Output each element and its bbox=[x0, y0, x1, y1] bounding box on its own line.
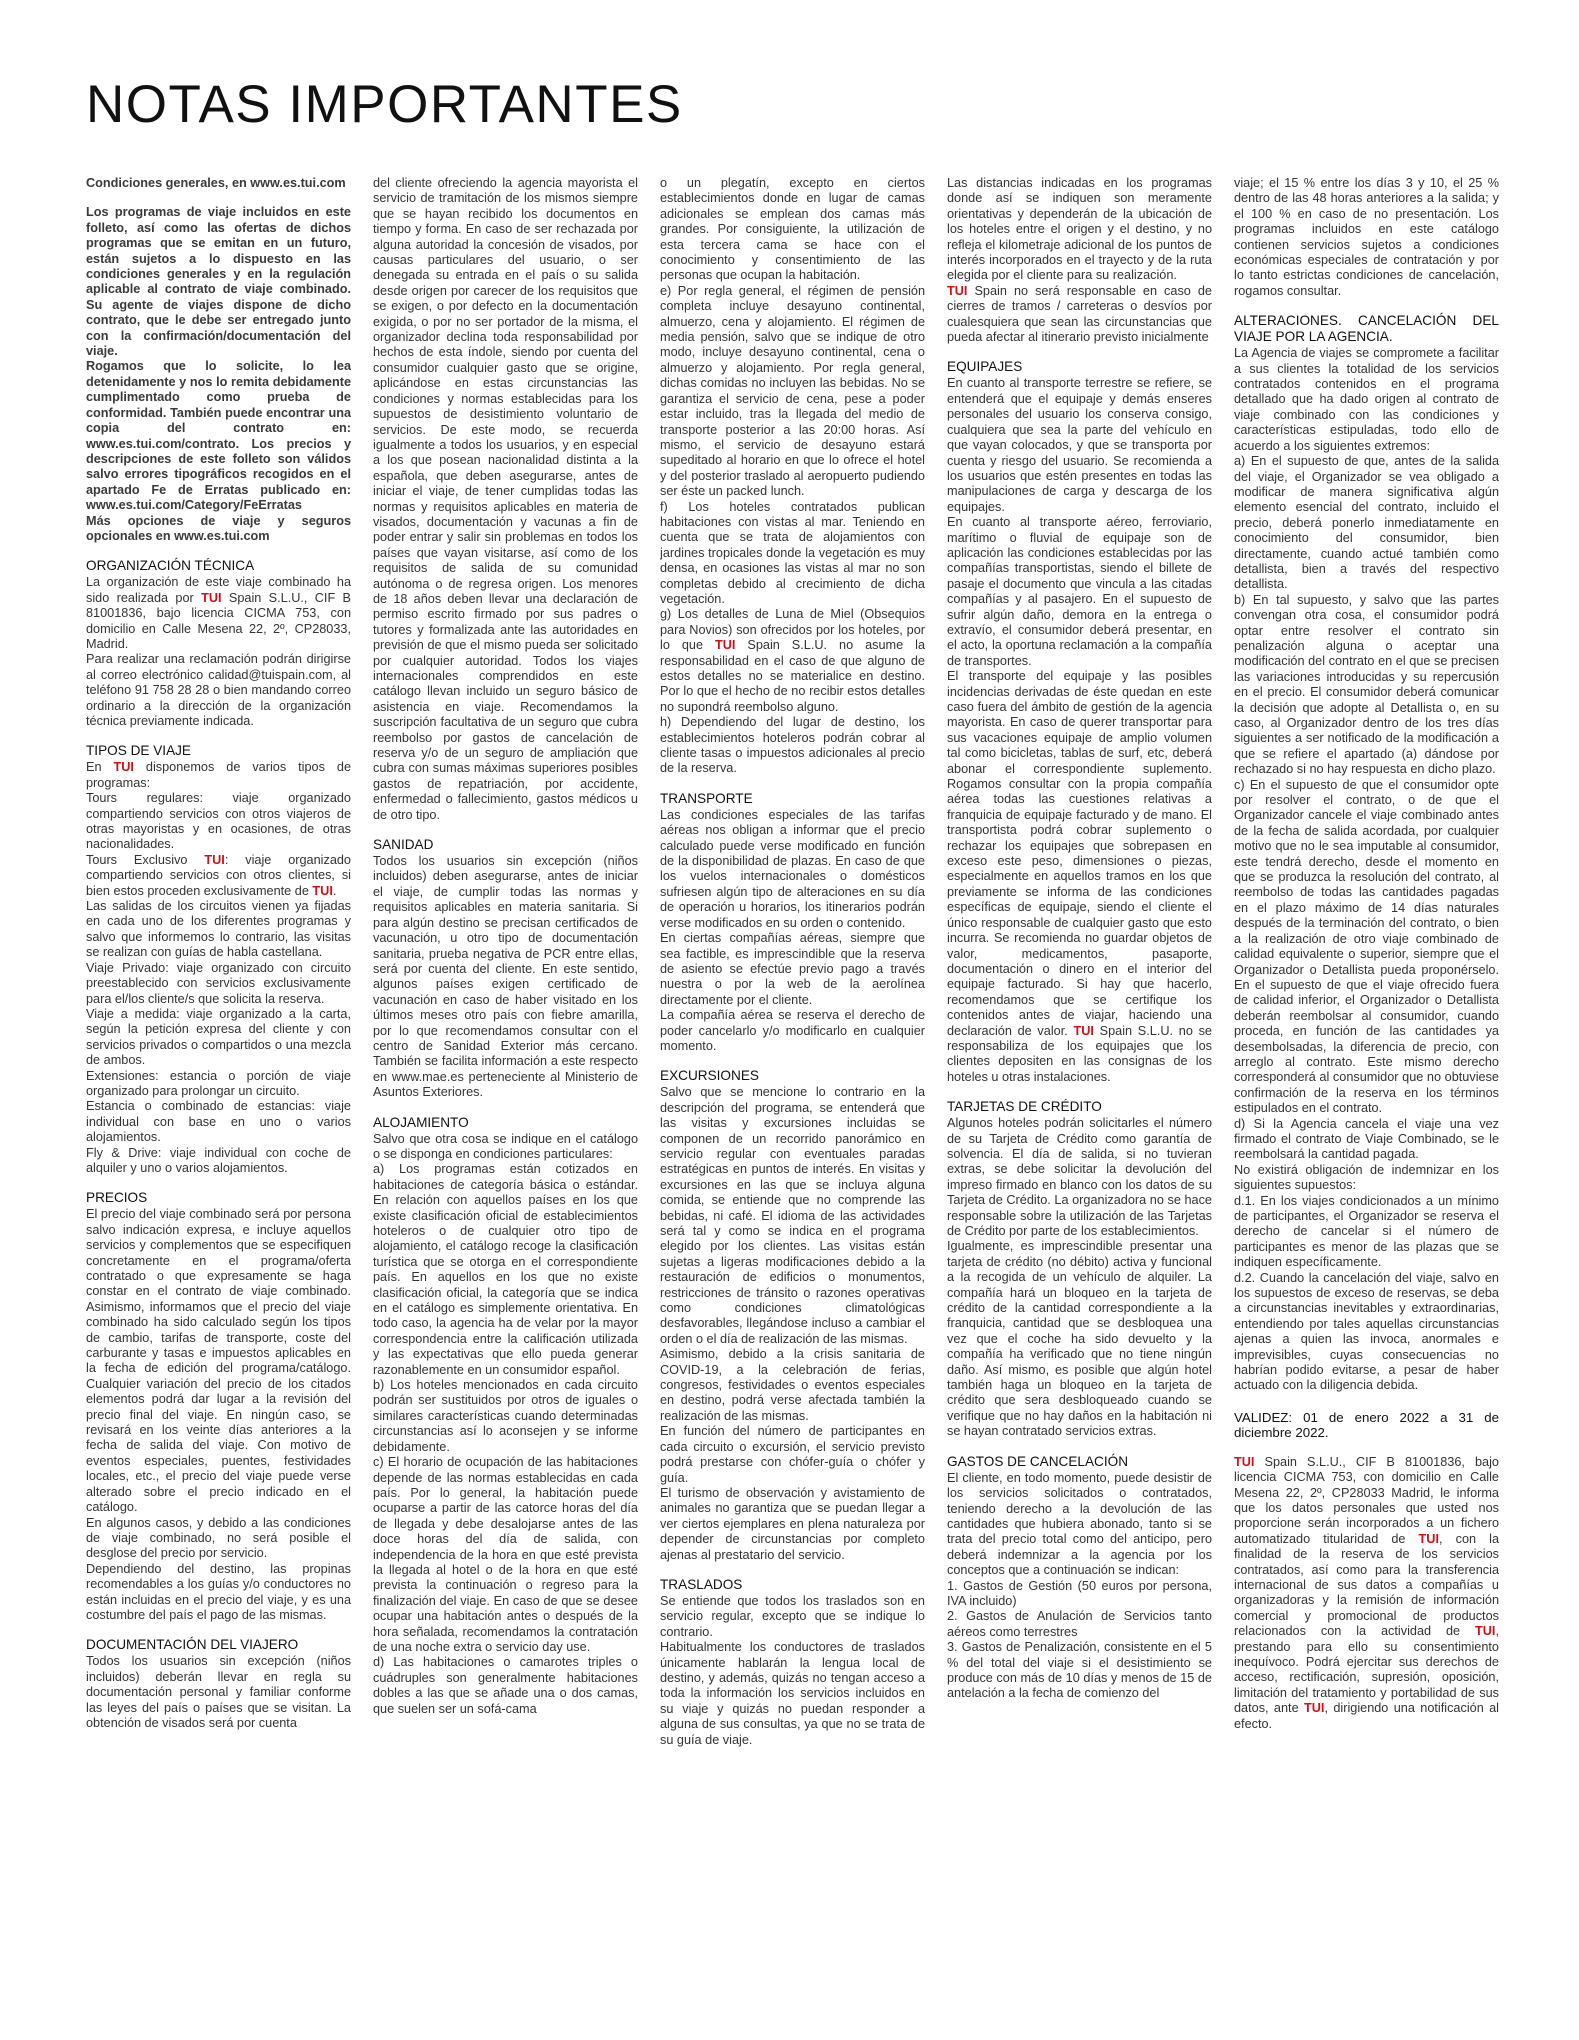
traslados-paragraph: Habitualmente los conductores de traslados únicamente hablarán la lengua local de destino, y además, quizás no tengan acceso a toda la información los servicios incluidos en su viaje y quizás no puedan responder a alguna de sus consultas, ya que no se trata de su guía de viaje. bbox=[660, 1640, 925, 1747]
conditions-link[interactable]: Condiciones generales, en www.es.tui.com bbox=[86, 176, 346, 190]
alojamiento-paragraph: f) Los hoteles contratados publican habitaciones con vistas al mar. Teniendo en cuenta que se trata de alojamientos con jardines tropicales donde la vegetación es muy densa, en ocasiones las vistas al mar no son completas debido al crecimiento de dicha vegetación. bbox=[660, 499, 925, 606]
documentacion-paragraph-end: del cliente ofreciendo la agencia mayorista el servicio de tramitación de los mismos siempre que se hayan recibido los documentos en tiempo y forma. En caso de ser rechazada por alguna autoridad la concesión de visados, por causas particulares del usuario, o ser denegada su entrada en el país o su salida desde origen por carecer de los requisitos que se exigen, o por defecto en la documentación exigida, o por no ser portador de la misma, el organizador declina toda responsabilidad por hechos de esta índole, siendo por cuenta del consumidor cualquier gasto que se origine, aplicándose en estas circunstancias las condiciones y normas establecidas para los supuestos de desistimiento voluntario de servicios. De este modo, se recuerda igualmente a todos los usuarios, y en especial a los que posean nacionalidad distinta a la española, que deben asegurarse, antes de iniciar el viaje, de tener cumplidas todas las normas y requisitos aplicables en materia de visados, documentación y vacunas a fin de poder entrar y salir sin problemas en todos los países que vayan visitarse, así como de los requisitos de salida de su comunidad autónoma o de regresa origen. Los menores de 18 años deben llevar una declaración de permiso escrito firmado por sus padres o tutores y formalizada ante las autoridades en previsión de que el mismo pueda ser solicitado por cualquier autoridad. Todos los viajes internacionales comprendidos en este catálogo llevan incluido un seguro básico de asistencia en viaje. Recomendamos la suscripción facultativa de un seguro que cubra reembolso por gastos de cancelación de reserva y/o de un seguro de ampliación que cubra con sumas máximas superiores posibles gastos de repatriación, por accidente, enfermedad o fallecimiento, gastos médicos u de otro tipo. bbox=[373, 176, 638, 822]
alojamiento-paragraph: h) Dependiendo del lugar de destino, los establecimientos hoteleros podrán cobrar al cliente tasas o impuestos adicionales al precio de la reserva. bbox=[660, 715, 925, 776]
intro-paragraph: Más opciones de viaje y seguros opcionales en www.es.tui.com bbox=[86, 513, 351, 543]
equipajes-section bbox=[947, 359, 1212, 1085]
section-heading: ORGANIZACIÓN TÉCNICA bbox=[86, 558, 255, 574]
excursiones-section bbox=[660, 1068, 925, 1563]
section-heading: TIPOS DE VIAJE bbox=[86, 743, 191, 759]
alteraciones-paragraph: c) En el supuesto de que el consumidor opte por resolver el contrato, o de que el Organizador cancele el viaje combinado antes de la fecha de salida acordada, por cualquier motivo que no le sea imputable al consumidor, este tendrá derecho, desde el momento en que se produzca la resolución del contrato, al reembolso de todas las cantidades pagadas en el plazo máximo de 14 días naturales después de la terminación del contrato, o bien a la realización de otro viaje combinado de calidad equivalente o superior, siempre que el Organizador o Detallista pueda proponérselo. En el supuesto de que el viaje ofrecido fuera de calidad inferior, el Organizador o Detallista deberán reembolsar al consumidor, cuando proceda, en función de las cantidades ya desembolsadas, la diferencia de precio, con arreglo al contrato. Este mismo derecho corresponderá al consumidor que no obtuviese confirmación de la reserva en los términos estipulados en el contrato. bbox=[1234, 777, 1499, 1116]
alojamiento-paragraph-start: d) Las habitaciones o camarotes triples o cuádruples son generalmente habitaciones dobles a las que se añade una o dos camas, que suelen ser un sofá-cama bbox=[373, 1655, 638, 1716]
alteraciones-section bbox=[1234, 313, 1499, 1394]
gastos-paragraph: 1. Gastos de Gestión (50 euros por persona, IVA incluido) bbox=[947, 1578, 1212, 1608]
distancias-paragraph: Las distancias indicadas en los programas donde así se indiquen son meramente orientativas y dependerán de la ubicación de los hoteles entre el origen y el destino, y no refleja el kilometraje adicional de los puntos de interés incorporados en el trayecto y de la ruta elegida por el cliente para su realización. bbox=[947, 176, 1212, 283]
alojamiento-section bbox=[373, 1115, 638, 1717]
gastos-section bbox=[947, 1454, 1212, 1702]
section-heading: ALTERACIONES. CANCELACIÓN DEL VIAJE POR LA AGENCIA. bbox=[1234, 313, 1499, 345]
traslados-section bbox=[660, 1577, 925, 1748]
section-heading: EXCURSIONES bbox=[660, 1068, 759, 1084]
alteraciones-paragraph: d.2. Cuando la cancelación del viaje, salvo en los supuestos de exceso de reservas, se deba a circunstancias inevitables y extraordinarias, entendiendo por tales aquellas circunstancias ajenas a quien las invoca, anormales e imprevisibles, cuyas consecuencias no habrían podido evitarse, a pesar de haber actuado con la diligencia debida. bbox=[1234, 1270, 1499, 1393]
gastos-paragraph: 2. Gastos de Anulación de Servicios tanto aéreos como terrestres bbox=[947, 1609, 1212, 1639]
section-heading: PRECIOS bbox=[86, 1190, 148, 1206]
precios-paragraph: En algunos casos, y debido a las condiciones de viaje combinado, no será posible el desglose del precio por servicio. bbox=[86, 1515, 351, 1561]
excursiones-paragraph: El turismo de observación y avistamiento de animales no garantiza que se puedan llegar a ver ciertos ejemplares en plena naturaleza por depender de circunstancias por completo ajenas al prestatario del servicio. bbox=[660, 1485, 925, 1562]
tipos-paragraph: Viaje Privado: viaje organizado con circuito preestablecido con servicios exclusivamente para el/los cliente/s que solicita la reserva. bbox=[86, 960, 351, 1006]
brand-name: TUI bbox=[1475, 1624, 1496, 1639]
precios-section bbox=[86, 1190, 351, 1623]
equipajes-paragraph: En cuanto al transporte terrestre se refiere, se entenderá que el equipaje y demás enseres personales del usuario los conserva consigo, cualquiera que sea la parte del vehículo en que vayan colocados, y que se transporta por cuenta y riesgo del usuario. Se recomienda a los usuarios que estén presentes en todas las manipulaciones de carga y descarga de los equipajes. bbox=[947, 376, 1212, 514]
section-heading: SANIDAD bbox=[373, 837, 434, 853]
transporte-paragraph: Las condiciones especiales de las tarifas aéreas nos obligan a informar que el precio calculado puede verse modificado en función de la disponibilidad de plazas. En caso de que los vuelos internacionales o domésticos sufriesen algún tipo de alteraciones en su día de operación u horarios, los itinerarios podrán verse modificados en su orden o contenido. bbox=[660, 807, 925, 930]
gastos-continued bbox=[1234, 176, 1499, 299]
validity-dates: VALIDEZ: 01 de enero 2022 a 31 de diciembre 2022. bbox=[1234, 1409, 1499, 1441]
excursiones-paragraph: En función del número de participantes en cada circuito o excursión, el servicio previsto podrá prestarse con chófer-guía o chófer y guía. bbox=[660, 1424, 925, 1485]
tarjetas-paragraph: Algunos hoteles podrán solicitarles el número de su Tarjeta de Crédito como garantía de solvencia. El día de salida, si no tuvieran extras, se debe solicitar la devolución del impreso firmado en blanco con los datos de su Tarjeta de Crédito. La organizadora no se hace responsable sobre la utilización de las Tarjetas de Crédito por parte de los establecimientos. bbox=[947, 1116, 1212, 1238]
alojamiento-continued bbox=[660, 176, 925, 777]
alojamiento-paragraph: c) El horario de ocupación de las habitaciones depende de las normas establecidas en cada país. Por lo general, la habitación puede ocuparse a partir de las catorce horas del día de llegada y debe desalojarse antes de las doce horas del día de salida, con independencia de la hora en que esté prevista la llegada al hotel o de la hora en que esté prevista la continuación o regreso para la finalización del viaje. En caso de que se desee ocupar una habitación antes o después de la hora señalada, recomendamos la contratación de una noche extra o servicio day use. bbox=[373, 1455, 638, 1654]
equipajes-paragraph: El transporte del equipaje y las posibles incidencias derivadas de éste quedan en este caso fuera del ámbito de gestión de la agencia mayorista. En caso de querer transportar para sus vacaciones equipaje de amplio volumen tal como bicicletas, tablas de surf, etc, deberá abonar el correspondiente suplemento. Rogamos consultar con la propia compañía aérea todas las cuestiones relativas a franquicia de equipaje facturado y de mano. El transportista podrá cobrar suplemento o rechazar los equipajes que sobrepasen en exceso este peso, dimensiones o piezas, especialmente en aquellos tramos en los que previamente se informa de las condiciones específicas de equipaje, siendo el cliente el único responsable de cualquier gasto que esto incurra. Se recomienda no guardar objetos de valor, medicamentos, pasaporte, documentación o dinero en el interior del equipaje facturado. Si hay que hacerlo, recomendamos que se certifique los contenidos antes de viajar, haciendo una declaración de valor. TUI Spain S.L.U. no se responsabiliza de los equipajes que los clientes depositen en las consignas de los hoteles u otras instalaciones. bbox=[947, 669, 1212, 1084]
alojamiento-paragraph: a) Los programas están cotizados en habitaciones de categoría básica o estándar. En relación con aquellos países en los que existe clasificación oficial de establecimientos hoteleros o de cualquier otro tipo de alojamiento, el catálogo recoge la clasificación turística que se otorga en el correspondiente país. En aquellos en los que no existe clasificación oficial, la categoría que se indica en el catálogo es simplemente orientativa. En todo caso, la agencia ha de velar por la mayor correspondencia entre la calificación utilizada y las expectativas que ello pueda generar razonablemente en un consumidor español. bbox=[373, 1162, 638, 1377]
precios-paragraph: El precio del viaje combinado será por persona salvo indicación expresa, e incluye aquellos servicios y complementos que se especifiquen concretamente en el programa/oferta contratado o que expresamente se haga constar en el contrato de viaje combinado. Asimismo, informamos que el precio del viaje combinado ha sido calculado según los tipos de cambio, tarifas de transporte, coste del carburante y tasas e impuestos aplicables en la fecha de edición del programa/catálogo. Cualquier variación del precio de los citados elementos podrá dar lugar a la revisión del precio final del viaje. En ningún caso, se revisará en los veinte días anteriores a la fecha de salida del viaje. Con motivo de eventos especiales, puentes, festividades locales, etc., el precio del viaje puede verse alterado sobre el precio indicado en el catálogo. bbox=[86, 1207, 351, 1515]
tipos-paragraph: Viaje a medida: viaje organizado a la carta, según la petición expresa del cliente y con servicios privados o compartidos o una mezcla de ambos. bbox=[86, 1006, 351, 1068]
alojamiento-paragraph: e) Por regla general, el régimen de pensión completa incluye desayuno continental, almuerzo, cena y alojamiento. El régimen de media pensión, salvo que se indique de otro modo, incluye desayuno continental, cena o almuerzo y alojamiento. Por regla general, dichas comidas no incluyen las bebidas. No se garantiza el servicio de cena, pese a poder estar incluido, tras la llegada del medio de transporte posterior a las 20:00 horas. Así mismo, el servicio de desayuno estará supeditado al horario en que lo ofrece el hotel y del posterior traslado al aeropuerto pudiendo ser éste un packed lunch. bbox=[660, 283, 925, 499]
column-3 bbox=[660, 176, 925, 2016]
distancias-section bbox=[947, 176, 1212, 345]
column-2 bbox=[373, 176, 638, 2016]
documentacion-continued bbox=[373, 176, 638, 823]
brand-name: TUI bbox=[1304, 1701, 1325, 1716]
distancias-paragraph: TUI Spain no será responsable en caso de cierres de tramos / carreteras o desvíos por cualesquiera que sean las circunstancias que pueda afectar al itinerario previsto inicialmente bbox=[947, 283, 1212, 345]
brand-name: TUI bbox=[947, 283, 968, 298]
tipos-paragraph: En TUI disponemos de varios tipos de programas: bbox=[86, 760, 351, 790]
validez-section bbox=[1234, 1410, 1499, 1441]
intro-section bbox=[86, 176, 351, 544]
sanidad-paragraph: Todos los usuarios sin excepción (niños incluidos) deben asegurarse, antes de iniciar el viaje, de cumplir todas las normas y requisitos aplicables en materia sanitaria. Si para algún destino se precisan certificados de vacunación, u otro tipo de documentación sanitaria, prueba negativa de PCR entre ellas, será por cuenta del cliente. En este sentido, algunos países exigen certificado de vacunación en caso de haber visitado en los últimos meses otro país con fiebre amarilla, por lo que recomendamos consultar con el centro de Sanidad Exterior más cercano. También se facilita información a este respecto en www.mae.es perteneciente al Ministerio de Asuntos Exteriores. bbox=[373, 854, 638, 1100]
tipos-paragraph: Las salidas de los circuitos vienen ya fijadas en cada uno de los diferentes programas y salvo que informemos lo contrario, las visitas se realizan con guías de habla castellana. bbox=[86, 899, 351, 960]
brand-name: TUI bbox=[714, 638, 736, 653]
tipos-paragraph: Estancia o combinado de estancias: viaje individual con base en uno o varios alojamientos. bbox=[86, 1099, 351, 1145]
alteraciones-paragraph: d) Si la Agencia cancela el viaje una vez firmado el contrato de Viaje Combinado, se le reembolsará la cantidad pagada. bbox=[1234, 1116, 1499, 1162]
brand-name: TUI bbox=[1418, 1531, 1439, 1546]
excursiones-paragraph: Asimismo, debido a la crisis sanitaria de COVID-19, a la celebración de ferias, congresos, festividades o eventos especiales en destino, podrá verse afectada también la realización de las mismas. bbox=[660, 1347, 925, 1423]
alojamiento-paragraph: g) Los detalles de Luna de Miel (Obsequios para Novios) son ofrecidos por los hoteles, por lo que TUI Spain S.L.U. no asume la responsabilidad en el caso de que alguno de estos detalles no se materialice en destino. Por lo que el hecho de no recibir estos detalles no supondrá reembolso alguno. bbox=[660, 607, 925, 714]
column-5 bbox=[1234, 176, 1499, 2016]
privacy-paragraph: TUI Spain S.L.U., CIF B 81001836, bajo licencia CICMA 753, con domicilio en Calle Mesena 22, 2º, CP28033 Madrid, le informa que los datos personales que usted nos proporcione serán incorporados a un fichero automatizado titularidad de TUI, con la finalidad de la reserva de los servicios contratados, así como para la transferencia internacional de sus datos a compañías u organizadoras y la remisión de información comercial y promocional de productos relacionados con la actividad de TUI, prestando para ello su consentimiento inequívoco. Podrá ejercitar sus derechos de acceso, rectificación, supresión, oposición, limitación del tratamiento y portabilidad de sus datos, ante TUI, dirigiendo una notificación al efecto. bbox=[1234, 1454, 1499, 1731]
column-4 bbox=[947, 176, 1212, 2016]
intro-paragraph: Rogamos que lo solicite, lo lea detenidamente y nos lo remita debidamente cumplimentado como prueba de conformidad. También puede encontrar una copia del contrato en: www.es.tui.com/contrato. Los precios y descripciones de este folleto son válidos salvo errores tipográficos recogidos en el apartado Fe de Erratas publicado en: www.es.tui.com/Category/FeErratas bbox=[86, 359, 351, 513]
privacy-section bbox=[1234, 1455, 1499, 1732]
section-heading: EQUIPAJES bbox=[947, 359, 1023, 375]
section-heading: TARJETAS DE CRÉDITO bbox=[947, 1099, 1102, 1115]
alteraciones-paragraph: d.1. En los viajes condicionados a un mínimo de participantes, el Organizador se reserva el derecho de cancelar si el número de participantes es menor de las plazas que se indiquen específicamente. bbox=[1234, 1193, 1499, 1270]
org-paragraph: Para realizar una reclamación podrán dirigirse al correo electrónico calidad@tuispain.com, al teléfono 91 758 28 28 o bien mandando correo ordinario a la dirección de la organización técnica previamente indicada. bbox=[86, 652, 351, 728]
intro-paragraph: Los programas de viaje incluidos en este folleto, así como las ofertas de dichos programas que se emitan en un futuro, están sujetos a lo dispuesto en las condiciones generales y en la regulación aplicable al contrato de viaje combinado. Su agente de viajes dispone de dicho contrato, que le debe ser entregado junto con la confirmación/documentación del viaje. bbox=[86, 205, 351, 359]
section-heading: ALOJAMIENTO bbox=[373, 1114, 469, 1130]
sanidad-section bbox=[373, 837, 638, 1101]
alteraciones-paragraph: No existirá obligación de indemnizar en los siguientes supuestos: bbox=[1234, 1162, 1499, 1193]
transporte-section bbox=[660, 791, 925, 1055]
tipos-section bbox=[86, 743, 351, 1176]
tipos-paragraph: Fly & Drive: viaje individual con coche de alquiler y uno o varios alojamientos. bbox=[86, 1145, 351, 1175]
page-title: NOTAS IMPORTANTES bbox=[86, 75, 683, 134]
alojamiento-paragraph: b) Los hoteles mencionados en cada circuito podrán ser sustituidos por otros de iguales o similares características cuando determinadas circunstancias así lo aconsejen y se informe debidamente. bbox=[373, 1378, 638, 1454]
documentacion-paragraph-start: Todos los usuarios sin excepción (niños incluidos) deberán llevar en regla su documentación personal y familiar conforme las leyes del país o países que se visitan. La obtención de visados será por cuenta bbox=[86, 1654, 351, 1730]
section-heading: TRANSPORTE bbox=[660, 790, 753, 806]
transporte-paragraph: En ciertas compañías aéreas, siempre que sea factible, es imprescindible que la reserva de asiento se efectúe previo pago a través nuestra o por la web de la aerolínea directamente por el cliente. bbox=[660, 931, 925, 1007]
documentacion-section bbox=[86, 1637, 351, 1731]
brand-name: TUI bbox=[201, 590, 222, 605]
equipajes-paragraph: En cuanto al transporte aéreo, ferroviario, marítimo o fluvial de equipaje son de aplicación las condiciones establecidas por las compañías transportistas, siendo el billete de pasaje el documento que vincula a las citadas compañías y al pasajero. En el supuesto de sufrir algún daño, demora en la entrega o extravío, el consumidor deberá presentar, en el acto, la oportuna reclamación a la compañía de transportes. bbox=[947, 515, 1212, 668]
section-heading: DOCUMENTACIÓN DEL VIAJERO bbox=[86, 1637, 299, 1653]
alteraciones-paragraph: a) En el supuesto de que, antes de la salida del viaje, el Organizador se vea obligado a modificar de manera significativa algún elemento esencial del contrato, incluido el precio, deberá ponerlo inmediatamente en conocimiento del consumidor, bien directamente, cuando actué también como detallista, bien a través del respectivo detallista. bbox=[1234, 454, 1499, 592]
org-section bbox=[86, 558, 351, 729]
org-paragraph: La organización de este viaje combinado ha sido realizada por TUI Spain S.L.U., CIF B 81001836, bajo licencia CICMA 753, con domicilio en Calle Mesena 22, 2º, CP28033, Madrid. bbox=[86, 575, 351, 651]
brand-name: TUI bbox=[312, 883, 333, 898]
transporte-paragraph: La compañía aérea se reserva el derecho de poder cancelarlo y/o modificarlo en cualquier momento. bbox=[660, 1008, 925, 1053]
column-1 bbox=[86, 176, 351, 2016]
alojamiento-paragraph: Salvo que otra cosa se indique en el catálogo o se disponga en condiciones particulares: bbox=[373, 1131, 638, 1161]
alteraciones-paragraph: b) En tal supuesto, y salvo que las partes convengan otra cosa, el consumidor podrá optar entre resolver el contrato sin penalización alguna o aceptar una modificación del contrato en el que se precisen las variaciones introducidas y su repercusión en el precio. El consumidor deberá comunicar la decisión que adopte al Detallista o, en su caso, al Organizador dentro de los tres días siguientes a ser notificado de la modificación a que se refiere el apartado (a) dándose por rechazado si no hay respuesta en dicho plazo. bbox=[1234, 592, 1499, 777]
precios-paragraph: Dependiendo del destino, las propinas recomendables a los guías y/o conductores no están incluidas en el precio del viaje, y es una costumbre del país el pago de las mismas. bbox=[86, 1561, 351, 1622]
excursiones-paragraph: Salvo que se mencione lo contrario en la descripción del programa, se entenderá que las visitas y excursiones incluidas se componen de un recorrido panorámico en servicio regular con eventuales paradas estratégicas en puntos de interés. En visitas y excursiones en las que se incluya alguna comida, se entiende que no comprende las bebidas, ni café. El idioma de las actividades será tal y como se indica en el programa elegido por los clientes. Las visitas están sujetas a ligeras modificaciones debido a la restauración de edificios o monumentos, restricciones de tránsito o razones operativas como condiciones climatológicas desfavorables, llegándose incluso a cambiar el orden o el día de realización de las mismas. bbox=[660, 1085, 925, 1346]
brand-name: TUI bbox=[204, 852, 225, 867]
tarjetas-section bbox=[947, 1099, 1212, 1440]
brand-name: TUI bbox=[1234, 1454, 1255, 1469]
brand-name: TUI bbox=[113, 760, 134, 775]
brand-name: TUI bbox=[1073, 1023, 1094, 1038]
alteraciones-paragraph: La Agencia de viajes se compromete a facilitar a sus clientes la totalidad de los servicios contratados contenidos en el programa detallado que ha dado origen al contrato de viaje combinado con las condiciones y características estipuladas, todo ello de acuerdo a los siguientes extremos: bbox=[1234, 346, 1499, 453]
gastos-paragraph-start: 3. Gastos de Penalización, consistente en el 5 % del total del viaje si el desistimiento se produce con más de 10 días y menos de 15 de antelación a la fecha de comienzo del bbox=[947, 1640, 1212, 1701]
tipos-paragraph: Extensiones: estancia o porción de viaje organizado para prolongar un circuito. bbox=[86, 1068, 351, 1098]
tipos-paragraph: Tours regulares: viaje organizado compartiendo servicios con otros viajeros de otras mayoristas y en ocasiones, de otras nacionalidades. bbox=[86, 791, 351, 852]
gastos-paragraph-end: viaje; el 15 % entre los días 3 y 10, el 25 % dentro de las 48 horas anteriores a la salida; y el 100 % en caso de no presentación. Los programas incluidos en este catálogo contienen servicios sujetos a condiciones económicas especiales de contratación y por lo tanto estrictas condiciones de cancelación, rogamos consultar. bbox=[1234, 176, 1499, 298]
tarjetas-paragraph: Igualmente, es imprescindible presentar una tarjeta de crédito (no débito) activa y funcional a la recogida de un vehículo de alquiler. La compañía hará un bloqueo en la tarjeta de crédito de la cantidad correspondiente a la franquicia, cantidad que se desbloquea una vez que el coche ha sido devuelto y la compañía ha verificado que no tiene ningún daño. Así mismo, es posible que algún hotel también haga un bloqueo en la tarjeta de crédito que sera desbloqueado cuando se verifique que no hay daños en la habitación ni se hayan contratado servicios extras. bbox=[947, 1239, 1212, 1439]
traslados-paragraph: Se entiende que todos los traslados son en servicio regular, excepto que se indique lo contrario. bbox=[660, 1593, 925, 1639]
gastos-paragraph: El cliente, en todo momento, puede desistir de los servicios solicitados o contratados, teniendo derecho a la devolución de las cantidades que hubiera abonado, tanto si se trata del precio total como del anticipo, pero deberá indemnizar a la agencia por los conceptos que a continuación se indican: bbox=[947, 1470, 1212, 1578]
tipos-paragraph: Tours Exclusivo TUI: viaje organizado compartiendo servicios con otros clientes, si bien estos proceden exclusivamente de TUI. bbox=[86, 852, 351, 898]
section-heading: GASTOS DE CANCELACIÓN bbox=[947, 1453, 1129, 1469]
notes-columns bbox=[86, 176, 1500, 2016]
section-heading: TRASLADOS bbox=[660, 1576, 743, 1592]
alojamiento-paragraph-end: o un plegatín, excepto en ciertos establecimientos donde en lugar de camas adicionales se emplean dos camas más grandes. Por consiguiente, la utilización de esta tercera cama se hace con el conocimiento y consentimiento de las personas que ocupan la habitación. bbox=[660, 176, 925, 283]
